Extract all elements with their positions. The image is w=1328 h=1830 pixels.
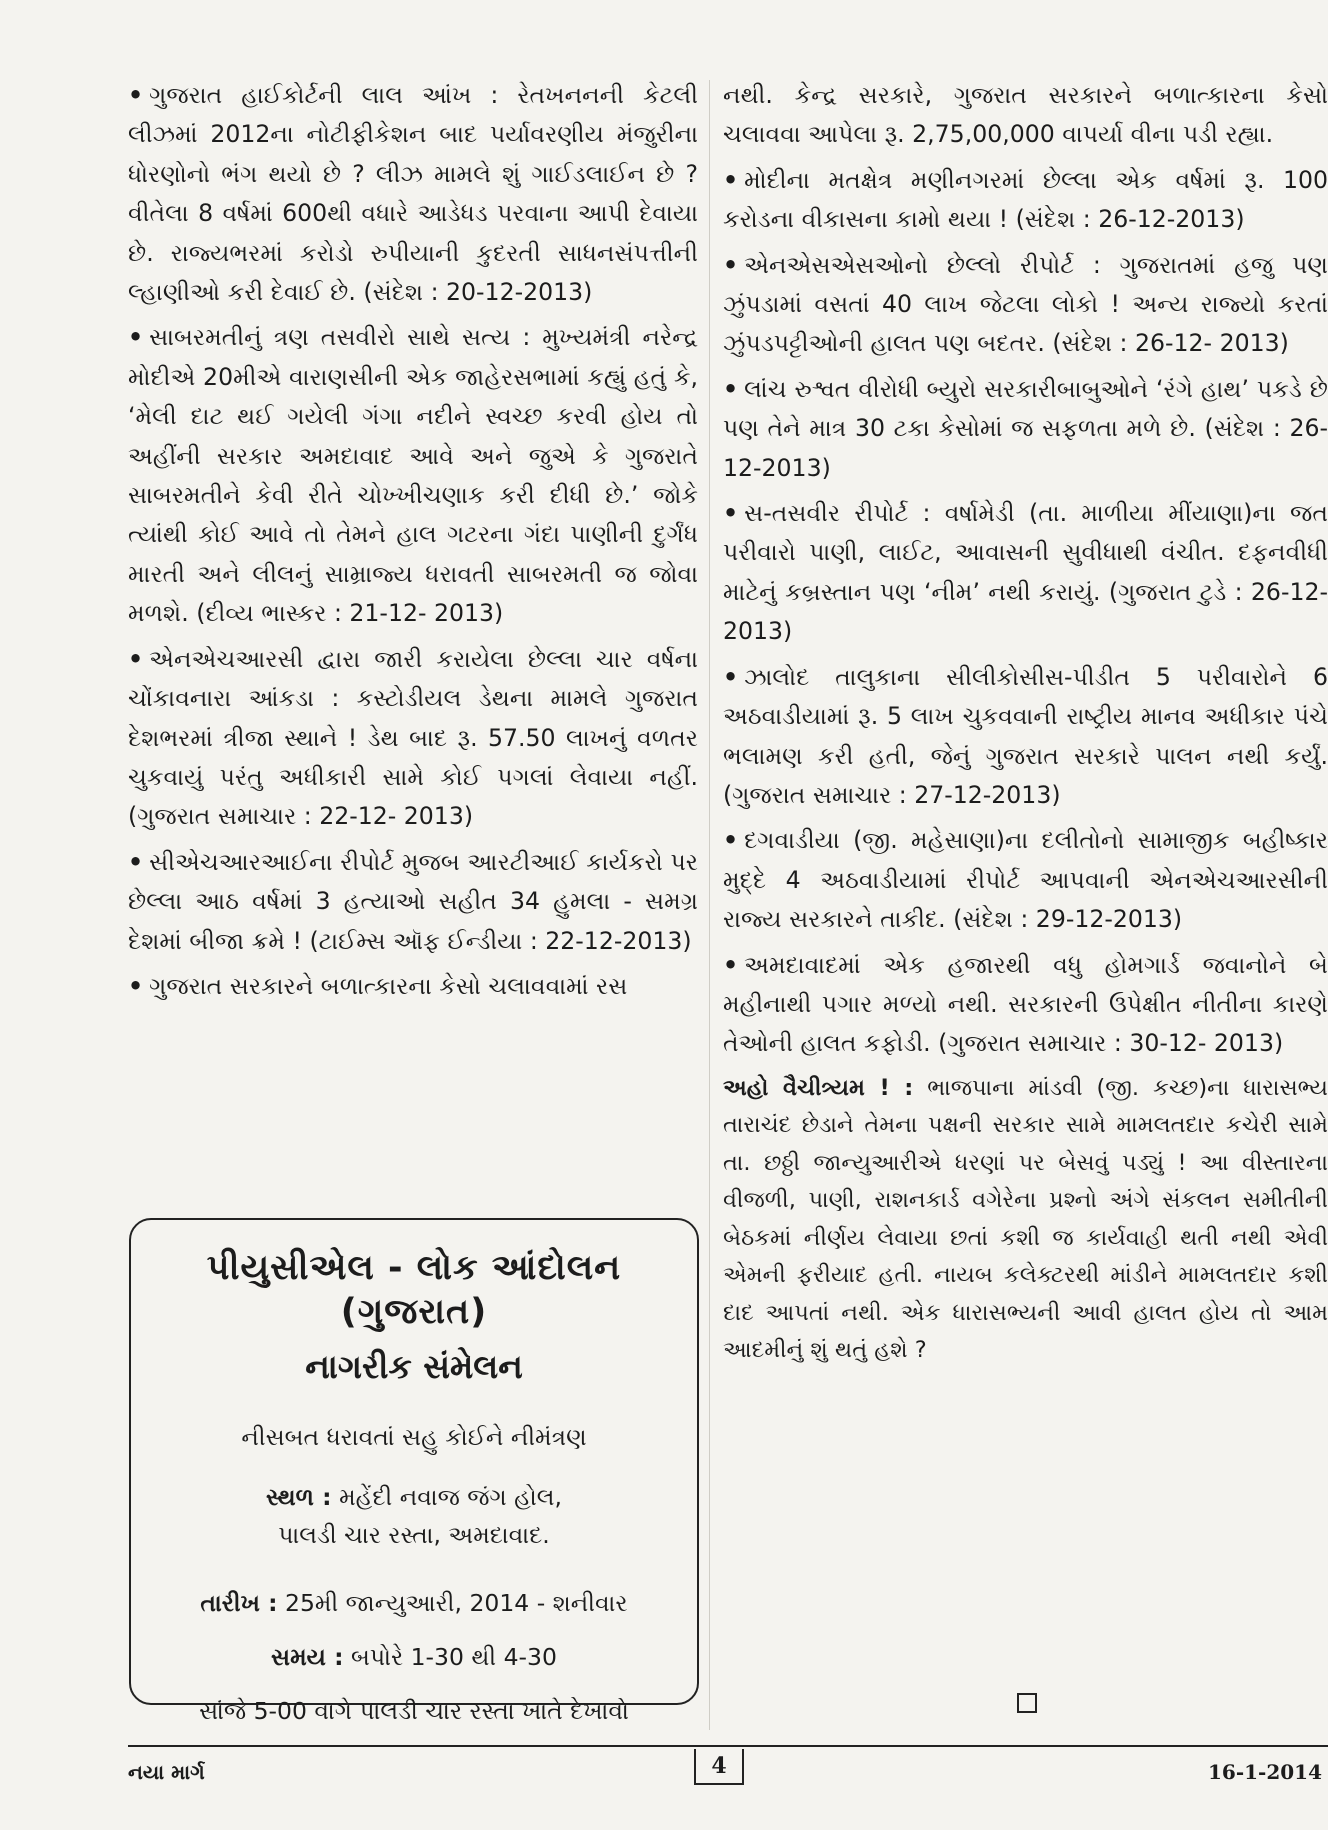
news-item xyxy=(128,843,698,961)
news-item-text: લાંચ રુશ્વત વીરોધી બ્યુરો સરકારીબાબુઓને ‘રંગે હાથ’ પકડે છે પણ તેને માત્ર 30 ટકા કેસોમાં જ સફળતા મળે છે. (સંદેશ : 26-12-2013) xyxy=(723,374,1328,482)
news-item-text: ઝાલોદ તાલુકાના સીલીકોસીસ-પીડીત 5 પરીવારોને 6 અઠવાડીયામાં રૂ. 5 લાખ ચુકવવાની રાષ્ટ્રીય માનવ અધીકાર પંચે ભલામણ કરી હતી, જેનું ગુજરાત સરકારે પાલન નથી કર્યું. (ગુજરાત સમાચાર : 27-12-2013) xyxy=(723,662,1328,809)
news-item-text: એનએચઆરસી દ્વારા જારી કરાયેલા છેલ્લા ચાર વર્ષના ચોંકાવનારા આંકડા : કસ્ટોડીયલ ડેથના મામલે ગુજરાત દેશભરમાં ત્રીજા સ્થાને ! ડેથ બાદ રૂ. 57.50 લાખનું વળતર ચુકવાયું પરંતુ અધીકારી સામે કોઈ પગલાં લેવાયા નહીં. (ગુજરાત સમાચાર : 22-12- 2013) xyxy=(128,644,698,831)
notice-date xyxy=(131,1584,697,1622)
page-number: 4 xyxy=(694,1749,744,1785)
news-item xyxy=(723,246,1328,364)
bullet: • xyxy=(723,826,739,855)
news-item xyxy=(128,76,698,312)
bullet: • xyxy=(723,165,739,194)
news-item-text: દગવાડીયા (જી. મહેસાણા)ના દલીતોનો સામાજીક બહીષ્કાર મુદ્દે 4 અઠવાડીયામાં રીપોર્ટ આપવાની એનએચઆરસીની રાજ્ય સરકારને તાકીદ. (સંદેશ : 29-12-2013) xyxy=(723,826,1328,934)
news-item xyxy=(723,821,1328,939)
notice-title: પીયુસીએલ - લોક આંદોલન (ગુજરાત) xyxy=(206,1248,622,1332)
date-label: તારીખ : xyxy=(200,1589,278,1617)
notice-time xyxy=(131,1638,697,1676)
ahoo-text: ભાજપાના માંડવી (જી. કચ્છ)ના ધારાસભ્ય તારાચંદ છેડાને તેમના પક્ષની સરકાર સામે મામલતદાર કચેરી સામે તા. છઠ્ઠી જાન્યુઆરીએ ધરણાં પર બેસવું પડ્યું ! આ વીસ્તારના વીજળી, પાણી, રાશનકાર્ડ વગેરેના પ્રશ્નો અંગે સંકલન સમીતીની બેઠકમાં નીર્ણય લેવાયા છતાં કશી જ કાર્યવાહી થતી નથી એવી એમની ફરીયાદ હતી. નાયબ કલેક્ટરથી માંડીને મામલતદાર કશી દાદ આપતાં નથી. એક ધારાસભ્યની આવી હાલત હોય તો આમ આદમીનું શું થતું હશે ? xyxy=(723,1074,1328,1364)
news-item-text: એનએસએસઓનો છેલ્લો રીપોર્ટ : ગુજરાતમાં હજુ પણ ઝુંપડામાં વસતાં 40 લાખ જેટલા લોકો ! અન્ય રાજ્યો કરતાં ઝુંપડપટ્ટીઓની હાલત પણ બદતર. (સંદેશ : 26-12- 2013) xyxy=(723,250,1328,358)
continued-text: નથી. કેન્દ્ર સરકારે, ગુજરાત સરકારને બળાત્કારના કેસો ચલાવવા આપેલા રૂ. 2,75,00,000 વાપર્યા વીના પડી રહ્યા. xyxy=(723,81,1328,149)
news-item xyxy=(128,640,698,837)
bullet: • xyxy=(128,847,144,876)
news-item-text: અમદાવાદમાં એક હજારથી વધુ હોમગાર્ડ જવાનોને બે મહીનાથી પગાર મળ્યો નથી. સરકારની ઉપેક્ષીત નીતીના કારણે તેઓની હાલત કફોડી. (ગુજરાત સમાચાર : 30-12- 2013) xyxy=(723,950,1328,1058)
column-divider xyxy=(709,80,710,1730)
notice-demonstration: સાંજે 5-00 વાગે પાલડી ચાર રસ્તા ખાતે દેખાવો xyxy=(199,1697,629,1725)
notice-subtitle: નાગરીક સંમેલન xyxy=(305,1347,523,1386)
issue-date: 16-1-2014 xyxy=(1208,1760,1323,1784)
ahoo-vaichitryam-item xyxy=(723,1070,1328,1370)
bullet: • xyxy=(723,250,739,279)
venue-label: સ્થળ : xyxy=(266,1483,332,1511)
ahoo-lead: અહો વૈચીત્ર્યમ ! : xyxy=(723,1074,914,1101)
bullet: • xyxy=(723,499,739,528)
time-label: સમય : xyxy=(271,1643,344,1671)
news-item xyxy=(723,658,1328,816)
news-item xyxy=(128,967,698,1006)
bullet: • xyxy=(128,323,144,352)
end-of-article-square-icon xyxy=(1017,1693,1037,1713)
news-item-text: મોદીના મતક્ષેત્ર મણીનગરમાં છેલ્લા એક વર્ષમાં રૂ. 100 કરોડના વીકાસના કામો થયા ! (સંદેશ : 26-12-2013) xyxy=(723,165,1328,234)
venue-line1: મહેંદી નવાજ જંગ હોલ, xyxy=(339,1483,562,1511)
bullet: • xyxy=(128,644,144,673)
news-item-text: ગુજરાત હાઈકોર્ટની લાલ આંખ : રેતખનનની કેટલી લીઝમાં 2012ના નોટીફીકેશન બાદ પર્યાવરણીય મંજુરીના ધોરણોનો ભંગ થયો છે ? લીઝ મામલે શું ગાઈડલાઈન છે ? વીતેલા 8 વર્ષમાં 600થી વધારે આડેધડ પરવાના આપી દેવાયા છે. રાજ્યભરમાં કરોડો રુપીયાની કુદરતી સાધનસંપત્તીની લ્હાણીઓ કરી દેવાઈ છે. (સંદેશ : 20-12-2013) xyxy=(128,81,698,307)
news-item xyxy=(723,161,1328,240)
venue-line2: પાલડી ચાર રસ્તા, અમદાવાદ. xyxy=(278,1521,550,1549)
bullet: • xyxy=(128,81,144,109)
notice-invite: નીસબત ધરાવતાં સહુ કોઈને નીમંત્રણ xyxy=(241,1423,587,1451)
bullet: • xyxy=(723,950,739,979)
news-item xyxy=(723,494,1328,652)
right-column xyxy=(723,76,1328,1376)
news-item xyxy=(723,370,1328,488)
bullet: • xyxy=(723,662,739,691)
left-column xyxy=(128,76,698,1012)
event-notice-box xyxy=(129,1218,699,1725)
date-value: 25મી જાન્યુઆરી, 2014 - શનીવાર xyxy=(285,1589,628,1617)
bullet: • xyxy=(128,971,144,1000)
bullet: • xyxy=(723,374,739,403)
news-item xyxy=(128,318,698,633)
news-item-text: સાબરમતીનું ત્રણ તસવીરો સાથે સત્ય : મુખ્યમંત્રી નરેન્દ્ર મોદીએ 20મીએ વારાણસીની એક જાહેરસભામાં કહ્યું હતું કે, ‘મેલી દાટ થઈ ગયેલી ગંગા નદીને સ્વચ્છ કરવી હોય તો અહીંની સરકાર અમદાવાદ આવે અને જુએ કે ગુજરાતે સાબરમતીને કેવી રીતે ચોખ્ખીચણાક કરી દીધી છે.’ જોકે ત્યાંથી કોઈ આવે તો તેમને હાલ ગટરના ગંદા પાણીની દુર્ગંધ મારતી અને લીલનું સામ્રાજ્ય ધરાવતી સાબરમતી જ જોવા મળશે. (દીવ્ય ભાસ્કર : 21-12- 2013) xyxy=(128,323,698,628)
news-item-text: ગુજરાત સરકારને બળાત્કારના કેસો ચલાવવામાં રસ xyxy=(149,971,628,1000)
time-value: બપોરે 1-30 થી 4-30 xyxy=(350,1643,557,1671)
news-item-text: સ-તસવીર રીપોર્ટ : વર્ષામેડી (તા. માળીયા મીંયાણા)ના જત પરીવારો પાણી, લાઈટ, આવાસની સુવીધાથી વંચીત. દફનવીધી માટેનું કબ્રસ્તાન પણ ‘નીમ’ નથી કરાયું. (ગુજરાત ટુડે : 26-12-2013) xyxy=(723,499,1328,646)
news-item-text: સીએચઆરઆઈના રીપોર્ટ મુજબ આરટીઆઈ કાર્યકરો પર છેલ્લા આઠ વર્ષમાં 3 હત્યાઓ સહીત 34 હુમલા - સમગ્ર દેશમાં બીજા ક્રમે ! (ટાઈમ્સ ઑફ ઈન્ડીયા : 22-12-2013) xyxy=(128,847,698,955)
news-item xyxy=(723,946,1328,1064)
publication-name: નયા માર્ગ xyxy=(128,1760,205,1784)
notice-venue xyxy=(131,1478,697,1516)
footer-rule xyxy=(128,1745,1328,1747)
